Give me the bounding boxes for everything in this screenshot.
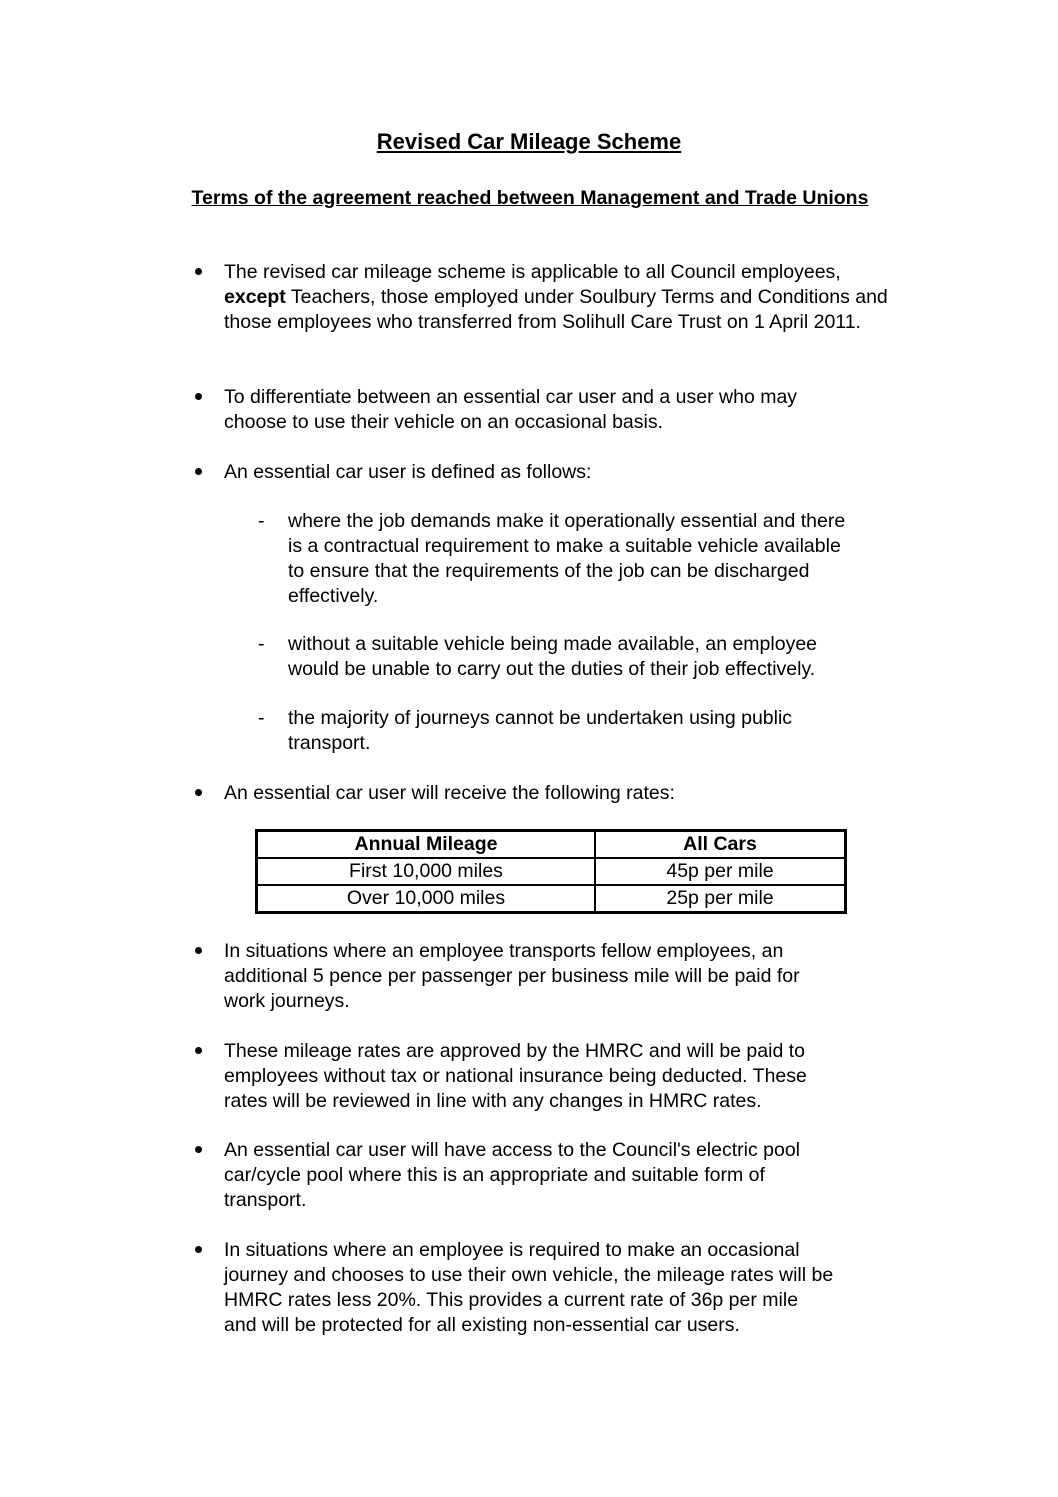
paragraph-occasional-journey: In situations where an employee is required to make an occasional journey and chooses to use their own vehicle, the mileage rates will be HMRC rates less 20%. This provides a current rate of 36p per mile and will be protected for all existing non-essential car users. [224,1239,834,1336]
column-header-annual-mileage: Annual Mileage [257,831,596,859]
table-cell: First 10,000 miles [257,858,596,885]
document-subtitle: Terms of the agreement reached between Management and Trade Unions [191,187,869,209]
bullet-icon [195,268,202,275]
column-header-all-cars: All Cars [595,831,846,859]
bullet-icon [195,468,202,475]
paragraph-differentiate: To differentiate between an essential car user and a user who may choose to use their vehicle on an occasional basis. [224,386,798,433]
paragraph-hmrc-approval: These mileage rates are approved by the HMRC and will be paid to employees without tax or national insurance being deducted. These rates will be reviewed in line with any changes in HMRC rates. [224,1040,807,1112]
table-row [257,885,846,913]
sub-item-operationally-essential: where the job demands make it operationally essential and there is a contractual requirement to make a suitable vehicle available to ensure that the requirements of the job can be discharged effectively. [288,510,846,607]
bullet-icon [195,1047,202,1054]
document-title: Revised Car Mileage Scheme [376,129,682,154]
applicability-text-1: The revised car mileage scheme is applicable to all Council employees, [224,261,841,283]
sub-item-no-vehicle: without a suitable vehicle being made available, an employee would be unable to carry out the duties of their job effectively. [288,633,818,680]
rates-table [255,829,847,914]
bullet-icon [195,947,202,954]
bullet-icon [195,393,202,400]
table-cell: 25p per mile [595,885,846,913]
dash-marker: - [258,633,265,655]
table-header-row [257,831,846,859]
dash-marker: - [258,707,265,729]
paragraph-essential-definition: An essential car user is defined as follows: [224,461,592,483]
except-emphasis: except [224,286,286,308]
paragraph-applicability [224,260,904,335]
dash-marker: - [258,510,265,532]
table-cell: Over 10,000 miles [257,885,596,913]
bullet-icon [195,1246,202,1253]
table-cell: 45p per mile [595,858,846,885]
paragraph-pool-access: An essential car user will have access to the Council's electric pool car/cycle pool where this is an appropriate and suitable form of transport. [224,1139,800,1211]
bullet-icon [195,1146,202,1153]
sub-item-public-transport: the majority of journeys cannot be undertaken using public transport. [288,707,793,754]
bullet-icon [195,789,202,796]
table-row [257,858,846,885]
paragraph-passengers: In situations where an employee transports fellow employees, an additional 5 pence per passenger per business mile will be paid for work journeys. [224,940,800,1012]
paragraph-rates-intro: An essential car user will receive the following rates: [224,782,675,804]
applicability-text-2: Teachers, those employed under Soulbury Terms and Conditions and those employees who transferred from Solihull Care Trust on 1 April 2011. [224,286,888,333]
